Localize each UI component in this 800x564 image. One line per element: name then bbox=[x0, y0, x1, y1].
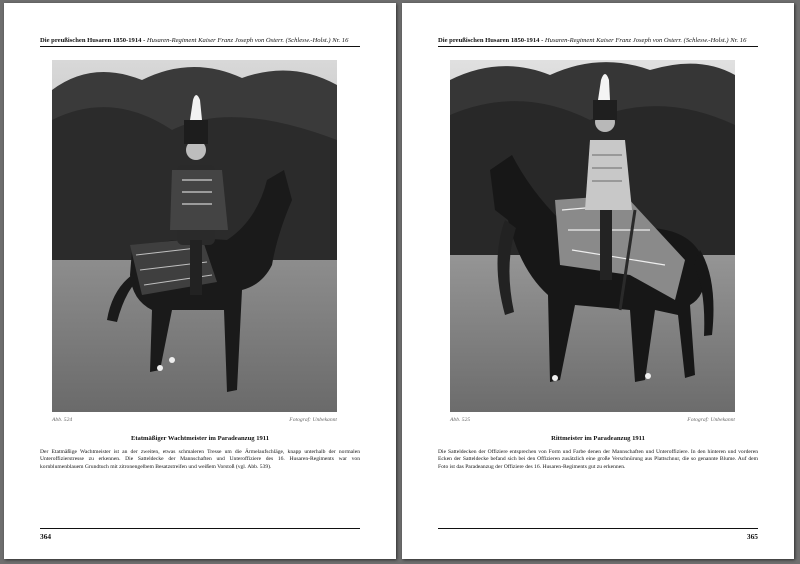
footer-rule bbox=[40, 528, 360, 529]
running-head-title: Die preußischen Husaren 1850-1914 - bbox=[40, 37, 146, 44]
figure-caption: Etatmäßiger Wachtmeister im Paradeanzug 1911 bbox=[130, 435, 270, 442]
photo-hussar-wachtmeister bbox=[52, 60, 337, 412]
figure-credit-line bbox=[450, 417, 735, 423]
photo-hussar-rittmeister bbox=[450, 60, 735, 412]
figure-caption: Rittmeister im Paradeanzug 1911 bbox=[551, 435, 645, 442]
photo-credit: Fotograf: Unbekannt bbox=[687, 417, 735, 423]
running-head-title: Die preußischen Husaren 1850-1914 - bbox=[438, 37, 544, 44]
figure-label: Abb. 524 bbox=[52, 417, 73, 423]
running-head bbox=[438, 37, 758, 47]
running-head-regiment: Husaren-Regiment Kaiser Franz Joseph von Österr. (Schlesw.-Holst.) Nr. 16 bbox=[544, 37, 747, 44]
left-page bbox=[4, 3, 396, 559]
figure-credit-line bbox=[52, 417, 337, 423]
footer-rule bbox=[438, 528, 758, 529]
body-paragraph: Die Satteldecken der Offiziere entsprechen von Form und Farbe denen der Mannschaften und Unteroffiziere. In den hinteren und vorderen Ecken der Satteldecke befand sich bei den Offizieren zusätzlich eine große Verschnürung aus Plattschnur, die so genannte Blume. Auf dem Foto ist das Paradeanzug der Offiziere des 16. Husaren-Regiments gut zu erkennen. bbox=[438, 449, 758, 470]
figure-label: Abb. 525 bbox=[450, 417, 471, 423]
page-number: 365 bbox=[746, 532, 758, 541]
right-page bbox=[402, 3, 794, 559]
photo-credit: Fotograf: Unbekannt bbox=[289, 417, 337, 423]
page-number: 364 bbox=[40, 532, 52, 541]
running-head bbox=[40, 37, 360, 47]
running-head-regiment: Husaren-Regiment Kaiser Franz Joseph von Österr. (Schlesw.-Holst.) Nr. 16 bbox=[146, 37, 349, 44]
body-paragraph: Der Etatmäßige Wachtmeister ist an der zweiten, etwas schmaleren Tresse um die Ärmelaufschläge, knapp unterhalb der normalen Unteroffizierstresse zu erkennen. Die Satteldecke der Mannschaften und Unteroffiziere des 16. Husaren-Regiments war von kornblumenblauem Grundtuch mit zitronengelbem Besatzstreifen und weißem Vorstoß (vgl. Abb. 539). bbox=[40, 449, 360, 470]
